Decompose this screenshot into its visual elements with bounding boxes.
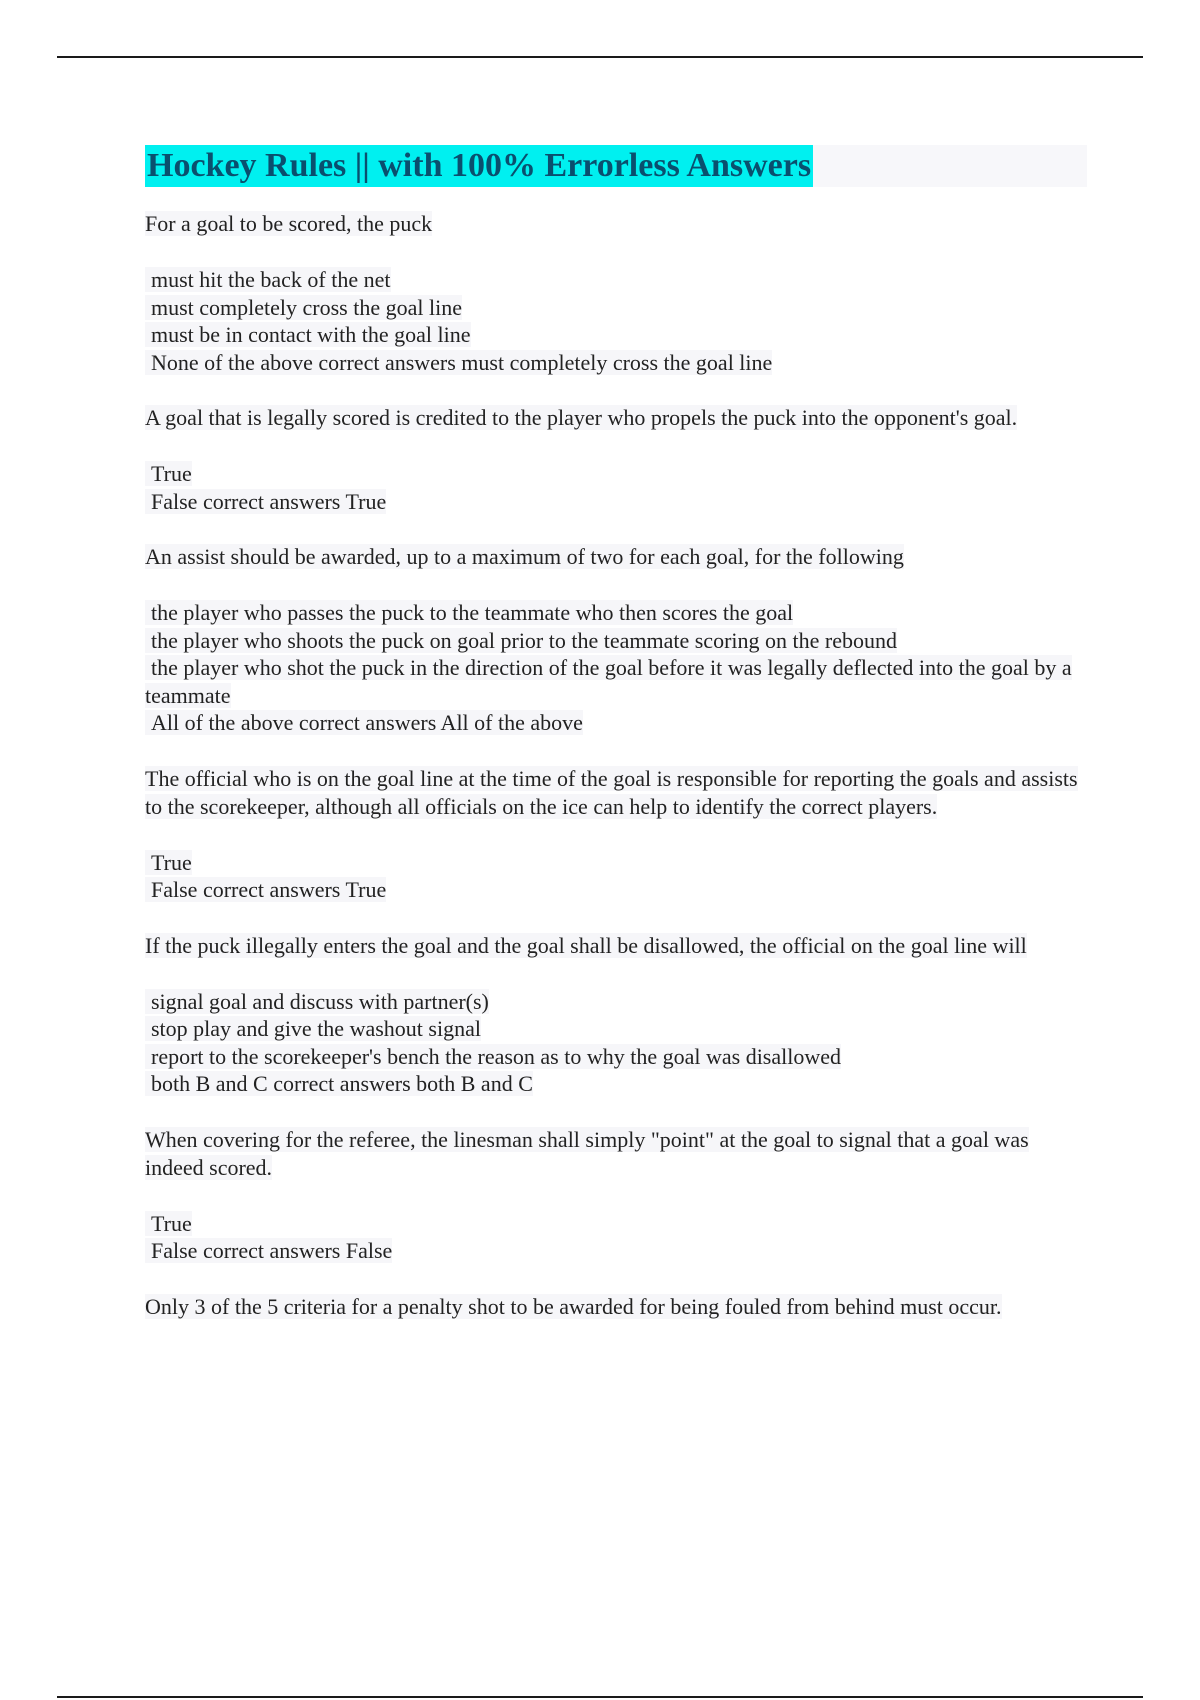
question-prompt [145, 932, 1091, 960]
answer-option [145, 709, 1091, 737]
answer-option [145, 654, 1091, 709]
answer-options [145, 266, 1091, 376]
answer-option-text: report to the scorekeeper's bench the reason as to why the goal was disallowed [145, 1044, 841, 1069]
answer-option [145, 1210, 1091, 1238]
answer-option [145, 849, 1091, 877]
answer-option-text: False correct answers False [145, 1238, 392, 1263]
answer-option [145, 1070, 1091, 1098]
answer-option-text: must completely cross the goal line [145, 295, 462, 320]
answer-option [145, 599, 1091, 627]
answer-option-text: All of the above correct answers All of the above [145, 710, 583, 735]
answer-option-text: both B and C correct answers both B and C [145, 1071, 533, 1096]
answer-option [145, 627, 1091, 655]
title-bar [145, 145, 1087, 187]
answer-options [145, 988, 1091, 1098]
answer-option-text: False correct answers True [145, 489, 386, 514]
answer-option-text: the player who shot the puck in the direction of the goal before it was legally deflected into the goal by a teammate [145, 655, 1072, 708]
answer-options [145, 1210, 1091, 1265]
answer-option-text: the player who passes the puck to the teammate who then scores the goal [145, 600, 793, 625]
answer-option [145, 876, 1091, 904]
bottom-rule [57, 1696, 1143, 1698]
question-text: Only 3 of the 5 criteria for a penalty shot to be awarded for being fouled from behind must occur. [145, 1293, 1002, 1319]
answer-option-text: False correct answers True [145, 877, 386, 902]
answer-option-text: True [145, 850, 192, 875]
answer-option-text: must hit the back of the net [145, 267, 391, 292]
question-text: For a goal to be scored, the puck [145, 211, 433, 236]
document-body [145, 145, 1091, 1349]
answer-option-text: stop play and give the washout signal [145, 1016, 481, 1041]
answer-options [145, 599, 1091, 737]
answer-option-text: None of the above correct answers must completely cross the goal line [145, 350, 772, 375]
answer-options [145, 460, 1091, 515]
question-prompt [145, 543, 1091, 571]
answer-option [145, 488, 1091, 516]
question-text: The official who is on the goal line at the time of the goal is responsible for reporting the goals and assists to the scorekeeper, although all officials on the ice can help to identify the correct players. [145, 765, 1078, 819]
question-prompt [145, 1293, 1091, 1321]
answer-option [145, 294, 1091, 322]
question-prompt [145, 210, 1091, 238]
top-rule [57, 56, 1143, 58]
document-title: Hockey Rules || with 100% Errorless Answers [145, 145, 813, 187]
answer-option-text: signal goal and discuss with partner(s) [145, 989, 489, 1014]
question-list [145, 210, 1091, 1321]
question-text: A goal that is legally scored is credited to the player who propels the puck into the opponent's goal. [145, 405, 1018, 430]
answer-option [145, 349, 1091, 377]
answer-option-text: must be in contact with the goal line [145, 322, 471, 347]
question-text: If the puck illegally enters the goal and the goal shall be disallowed, the official on the goal line will [145, 932, 1027, 958]
answer-option-text: the player who shoots the puck on goal prior to the teammate scoring on the rebound [145, 628, 897, 653]
answer-option-text: True [145, 461, 192, 486]
answer-option [145, 1237, 1091, 1265]
answer-option [145, 1043, 1091, 1071]
answer-option [145, 460, 1091, 488]
question-prompt [145, 1126, 1091, 1182]
question-text: When covering for the referee, the linesman shall simply "point" at the goal to signal that a goal was indeed scored. [145, 1126, 1029, 1180]
question-text: An assist should be awarded, up to a maximum of two for each goal, for the following [145, 544, 904, 569]
answer-options [145, 849, 1091, 904]
question-prompt [145, 765, 1091, 821]
answer-option [145, 321, 1091, 349]
answer-option [145, 1015, 1091, 1043]
answer-option [145, 266, 1091, 294]
question-prompt [145, 404, 1091, 432]
answer-option-text: True [145, 1211, 192, 1236]
answer-option [145, 988, 1091, 1016]
